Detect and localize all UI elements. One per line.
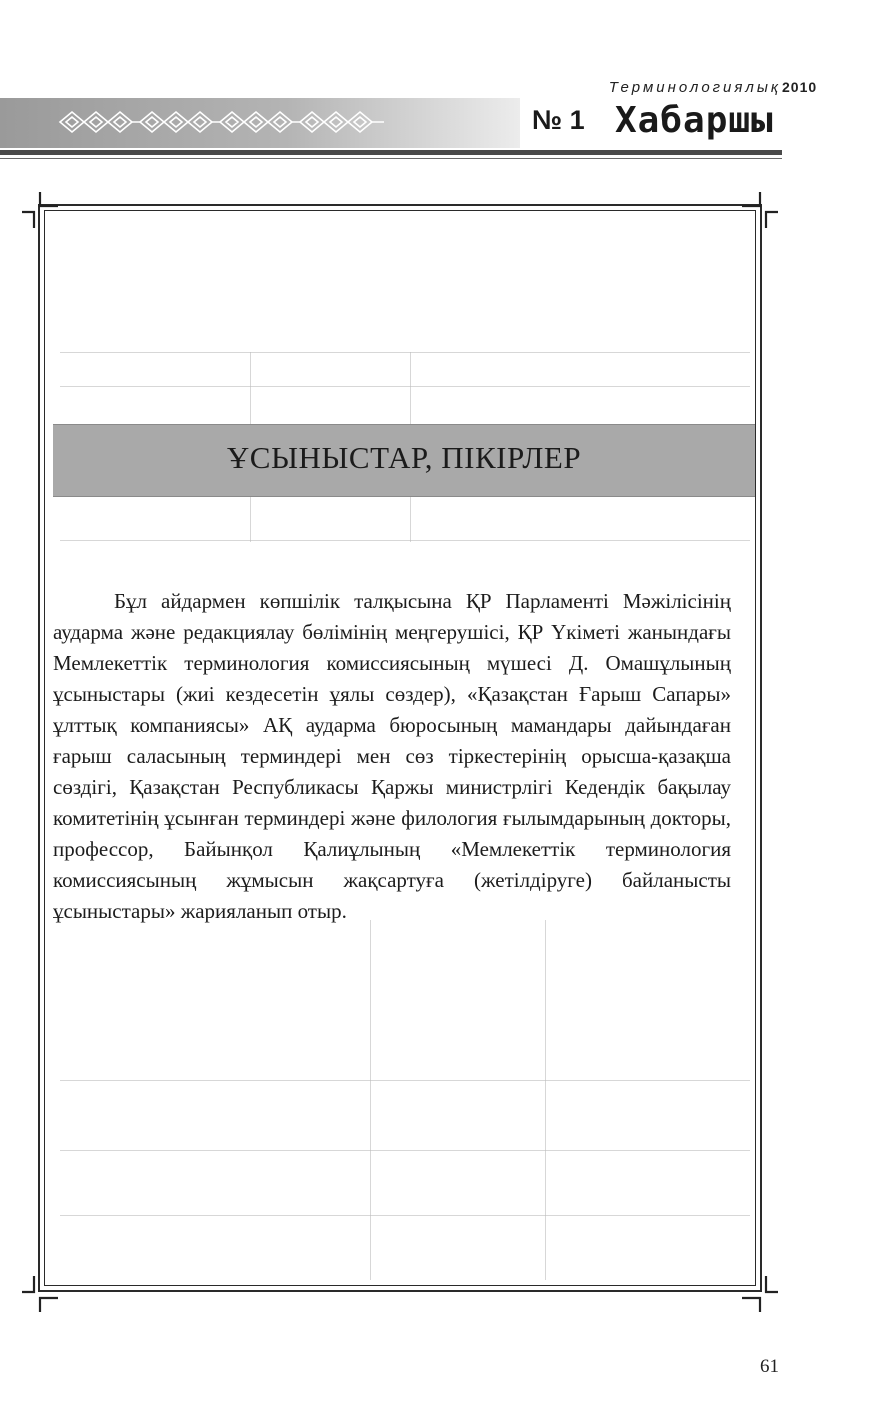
header-rule-thick bbox=[0, 150, 782, 155]
frame-corner-top-right bbox=[740, 190, 780, 230]
journal-year: 2010 bbox=[782, 79, 818, 95]
section-title: ҰСЫНЫСТАР, ПІКІРЛЕР bbox=[226, 440, 582, 475]
frame-corner-top-left bbox=[20, 190, 60, 230]
body-paragraph: Бұл айдармен көпшілік талқысына ҚР Парламенті Мәжілісінің аударма және редакциялау бөлімінің меңгерушісі, ҚР Үкіметі жанындағы Мемлекеттік терминология комиссиясының мүшесі Д. Омашұлының ұсыныстары (жиі кездесетін ұялы сөздер), «Қазақстан Ғарыш Сапары» ұлттық компаниясы» АҚ аударма бюросының мамандары дайындаған ғарыш саласының терминдері мен сөз тіркестерінің орысша-қазақша сөздігі, Қазақстан Республикасы Қаржы министрлігі Кедендік бақылау комитетінің ұсынған терминдері және филология ғылымдарының докторы, профессор, Байынқол Қалиұлының «Мемлекеттік терминология комиссиясының жұмысын жақсартуға (жетілдіруге) байланысты ұсыныстары» жарияланып отыр. bbox=[53, 589, 731, 923]
page-number: 61 bbox=[760, 1356, 779, 1377]
frame-corner-bottom-right bbox=[740, 1274, 780, 1314]
journal-name: Терминологиялық bbox=[608, 79, 781, 96]
header-rule-thin bbox=[0, 158, 782, 159]
issue-number: № 1 bbox=[532, 105, 585, 135]
header-ornament bbox=[58, 108, 388, 136]
frame-corner-bottom-left bbox=[20, 1274, 60, 1314]
journal-title: Хабаршы bbox=[615, 100, 774, 141]
